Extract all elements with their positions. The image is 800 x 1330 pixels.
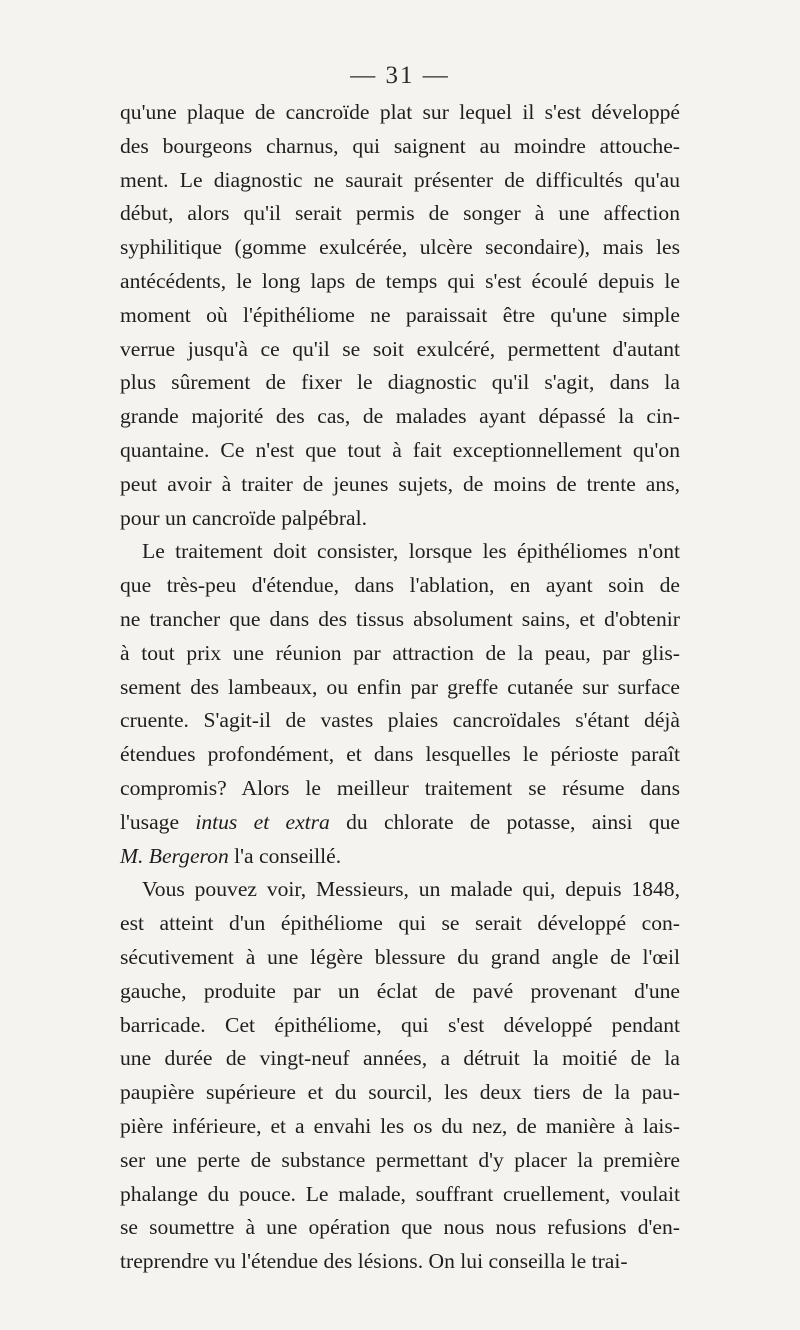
text-fragment: verrue jusqu'à ce qu'il se soit exulcéré, permettent d'autant bbox=[120, 336, 680, 361]
text-line bbox=[120, 96, 680, 130]
text-fragment: début, alors qu'il serait permis de songer à une affection bbox=[120, 201, 680, 226]
text-fragment: des bourgeons charnus, qui saignent au moindre attouche- bbox=[120, 133, 680, 158]
text-line bbox=[120, 502, 680, 536]
body-text bbox=[120, 96, 680, 1279]
text-fragment: cruente. S'agit-il de vastes plaies cancroïdales s'étant déjà bbox=[120, 708, 680, 733]
italic-text: intus et extra bbox=[195, 809, 330, 834]
text-fragment: Le traitement doit consister, lorsque les épithéliomes n'ont bbox=[142, 539, 680, 564]
text-line bbox=[120, 806, 680, 840]
text-line bbox=[120, 434, 680, 468]
text-line bbox=[120, 468, 680, 502]
text-line bbox=[120, 231, 680, 265]
italic-text: M. Bergeron bbox=[120, 843, 229, 868]
text-line bbox=[120, 569, 680, 603]
text-fragment: treprendre vu l'étendue des lésions. On lui conseilla le trai- bbox=[120, 1249, 628, 1274]
text-fragment: étendues profondément, et dans lesquelles le périoste paraît bbox=[120, 742, 680, 767]
text-line bbox=[120, 1144, 680, 1178]
text-fragment: moment où l'épithéliome ne paraissait être qu'une simple bbox=[120, 302, 680, 327]
text-fragment: antécédents, le long laps de temps qui s'est écoulé depuis le bbox=[120, 268, 680, 293]
text-line bbox=[120, 1110, 680, 1144]
text-fragment: se soumettre à une opération que nous nous refusions d'en- bbox=[120, 1215, 680, 1240]
text-fragment: barricade. Cet épithéliome, qui s'est développé pendant bbox=[120, 1012, 680, 1037]
text-fragment: l'usage bbox=[120, 809, 196, 834]
text-line bbox=[120, 265, 680, 299]
text-line bbox=[120, 1076, 680, 1110]
text-fragment: ne trancher que dans des tissus absolument sains, et d'obtenir bbox=[120, 606, 680, 631]
text-line bbox=[120, 603, 680, 637]
text-fragment: pière inférieure, et a envahi les os du nez, de manière à lais- bbox=[120, 1113, 680, 1138]
page-number: — 31 — bbox=[350, 62, 450, 89]
text-fragment: sement des lambeaux, ou enfin par greffe cutanée sur surface bbox=[120, 674, 680, 699]
text-line bbox=[120, 333, 680, 367]
text-fragment: paupière supérieure et du sourcil, les deux tiers de la pau- bbox=[120, 1080, 680, 1105]
text-fragment: grande majorité des cas, de malades ayant dépassé la cin- bbox=[120, 404, 680, 429]
text-line bbox=[120, 738, 680, 772]
text-fragment: Vous pouvez voir, Messieurs, un malade qui, depuis 1848, bbox=[142, 877, 680, 902]
text-line bbox=[120, 907, 680, 941]
text-fragment: sécutivement à une légère blessure du grand angle de l'œil bbox=[120, 944, 680, 969]
text-line bbox=[120, 366, 680, 400]
text-fragment: que très-peu d'étendue, dans l'ablation, en ayant soin de bbox=[120, 573, 680, 598]
text-line bbox=[120, 873, 680, 907]
text-line bbox=[120, 1245, 680, 1279]
text-fragment: gauche, produite par un éclat de pavé provenant d'une bbox=[120, 978, 680, 1003]
text-line bbox=[120, 671, 680, 705]
text-fragment: quantaine. Ce n'est que tout à fait exceptionnellement qu'on bbox=[120, 437, 680, 462]
text-line bbox=[120, 637, 680, 671]
text-fragment: phalange du pouce. Le malade, souffrant cruellement, voulait bbox=[120, 1181, 680, 1206]
text-line bbox=[120, 535, 680, 569]
text-line bbox=[120, 130, 680, 164]
text-fragment: pour un cancroïde palpébral. bbox=[120, 505, 368, 530]
text-fragment: est atteint d'un épithéliome qui se serait développé con- bbox=[120, 911, 680, 936]
text-fragment: compromis? Alors le meilleur traitement se résume dans bbox=[120, 775, 680, 800]
text-line bbox=[120, 772, 680, 806]
text-fragment: l'a conseillé. bbox=[228, 843, 342, 868]
text-fragment: ment. Le diagnostic ne saurait présenter de difficultés qu'au bbox=[120, 167, 680, 192]
text-line bbox=[120, 975, 680, 1009]
text-fragment: ser une perte de substance permettant d'y placer la première bbox=[120, 1147, 680, 1172]
text-fragment: plus sûrement de fixer le diagnostic qu'il s'agit, dans la bbox=[120, 370, 680, 395]
text-line bbox=[120, 1211, 680, 1245]
text-line bbox=[120, 1178, 680, 1212]
text-line bbox=[120, 704, 680, 738]
text-fragment: à tout prix une réunion par attraction de la peau, par glis- bbox=[120, 640, 680, 665]
text-fragment: syphilitique (gomme exulcérée, ulcère secondaire), mais les bbox=[120, 235, 680, 260]
text-fragment: qu'une plaque de cancroïde plat sur lequel il s'est développé bbox=[120, 100, 680, 124]
text-line bbox=[120, 197, 680, 231]
text-line bbox=[120, 164, 680, 198]
text-line bbox=[120, 941, 680, 975]
text-fragment: une durée de vingt-neuf années, a détruit la moitié de la bbox=[120, 1046, 680, 1071]
text-line bbox=[120, 1009, 680, 1043]
text-fragment: peut avoir à traiter de jeunes sujets, de moins de trente ans, bbox=[120, 471, 680, 496]
text-line bbox=[120, 400, 680, 434]
text-line bbox=[120, 840, 680, 874]
text-fragment: du chlorate de potasse, ainsi que bbox=[329, 809, 680, 834]
text-line bbox=[120, 1042, 680, 1076]
text-line bbox=[120, 299, 680, 333]
